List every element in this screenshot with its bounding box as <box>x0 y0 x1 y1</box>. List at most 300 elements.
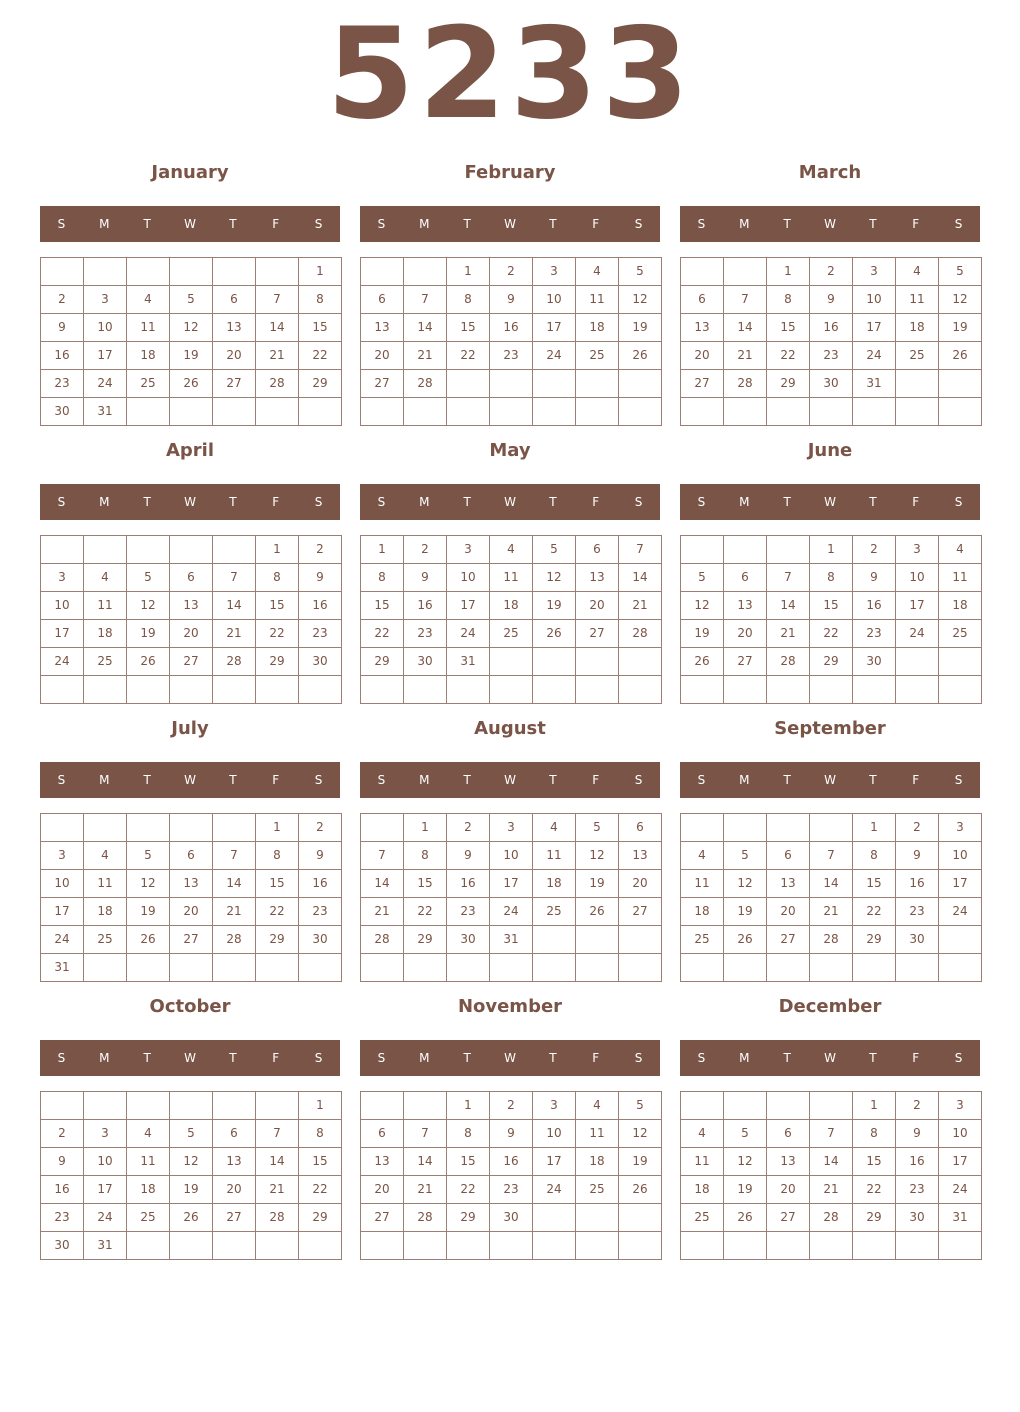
day-cell[interactable]: 2 <box>299 536 342 564</box>
day-cell[interactable]: 11 <box>127 1148 170 1176</box>
day-cell[interactable]: 25 <box>576 1176 619 1204</box>
day-cell[interactable]: 27 <box>767 926 810 954</box>
day-cell[interactable]: 11 <box>576 286 619 314</box>
day-cell[interactable]: 21 <box>767 620 810 648</box>
day-cell[interactable]: 8 <box>853 1120 896 1148</box>
day-cell[interactable]: 5 <box>576 814 619 842</box>
day-cell[interactable]: 25 <box>896 342 939 370</box>
day-cell[interactable]: 5 <box>724 1120 767 1148</box>
day-cell[interactable]: 10 <box>939 842 982 870</box>
day-cell[interactable]: 28 <box>810 926 853 954</box>
day-cell[interactable]: 24 <box>533 342 576 370</box>
day-cell[interactable]: 11 <box>681 1148 724 1176</box>
day-cell[interactable]: 7 <box>256 286 299 314</box>
day-cell[interactable]: 5 <box>127 564 170 592</box>
day-cell[interactable]: 1 <box>810 536 853 564</box>
day-cell[interactable]: 14 <box>404 314 447 342</box>
day-cell[interactable]: 9 <box>490 286 533 314</box>
day-cell[interactable]: 15 <box>299 314 342 342</box>
day-cell[interactable]: 24 <box>853 342 896 370</box>
day-cell[interactable]: 31 <box>41 954 84 982</box>
day-cell[interactable]: 27 <box>170 926 213 954</box>
day-cell[interactable]: 30 <box>896 926 939 954</box>
day-cell[interactable]: 8 <box>361 564 404 592</box>
day-cell[interactable]: 26 <box>939 342 982 370</box>
day-cell[interactable]: 15 <box>299 1148 342 1176</box>
day-cell[interactable]: 9 <box>447 842 490 870</box>
day-cell[interactable]: 27 <box>724 648 767 676</box>
day-cell[interactable]: 10 <box>447 564 490 592</box>
day-cell[interactable]: 6 <box>170 842 213 870</box>
day-cell[interactable]: 2 <box>41 286 84 314</box>
day-cell[interactable]: 30 <box>853 648 896 676</box>
day-cell[interactable]: 27 <box>361 1204 404 1232</box>
day-cell[interactable]: 16 <box>41 1176 84 1204</box>
day-cell[interactable]: 27 <box>213 1204 256 1232</box>
day-cell[interactable]: 31 <box>853 370 896 398</box>
day-cell[interactable]: 12 <box>939 286 982 314</box>
day-cell[interactable]: 15 <box>853 1148 896 1176</box>
day-cell[interactable]: 21 <box>404 342 447 370</box>
day-cell[interactable]: 19 <box>127 898 170 926</box>
day-cell[interactable]: 7 <box>404 286 447 314</box>
day-cell[interactable]: 11 <box>84 592 127 620</box>
day-cell[interactable]: 2 <box>896 814 939 842</box>
day-cell[interactable]: 9 <box>810 286 853 314</box>
day-cell[interactable]: 22 <box>256 898 299 926</box>
day-cell[interactable]: 14 <box>256 1148 299 1176</box>
day-cell[interactable]: 23 <box>853 620 896 648</box>
day-cell[interactable]: 4 <box>127 286 170 314</box>
day-cell[interactable]: 12 <box>681 592 724 620</box>
day-cell[interactable]: 19 <box>724 1176 767 1204</box>
day-cell[interactable]: 29 <box>447 1204 490 1232</box>
day-cell[interactable]: 13 <box>724 592 767 620</box>
day-cell[interactable]: 23 <box>490 342 533 370</box>
day-cell[interactable]: 20 <box>170 620 213 648</box>
day-cell[interactable]: 29 <box>404 926 447 954</box>
day-cell[interactable]: 10 <box>896 564 939 592</box>
day-cell[interactable]: 6 <box>213 1120 256 1148</box>
day-cell[interactable]: 19 <box>170 1176 213 1204</box>
day-cell[interactable]: 12 <box>619 1120 662 1148</box>
day-cell[interactable]: 30 <box>41 398 84 426</box>
day-cell[interactable]: 19 <box>619 1148 662 1176</box>
day-cell[interactable]: 8 <box>767 286 810 314</box>
day-cell[interactable]: 16 <box>41 342 84 370</box>
day-cell[interactable]: 18 <box>681 1176 724 1204</box>
day-cell[interactable]: 18 <box>533 870 576 898</box>
day-cell[interactable]: 20 <box>767 898 810 926</box>
day-cell[interactable]: 17 <box>533 314 576 342</box>
day-cell[interactable]: 11 <box>490 564 533 592</box>
day-cell[interactable]: 15 <box>767 314 810 342</box>
day-cell[interactable]: 2 <box>41 1120 84 1148</box>
day-cell[interactable]: 28 <box>724 370 767 398</box>
day-cell[interactable]: 14 <box>213 870 256 898</box>
day-cell[interactable]: 1 <box>853 1092 896 1120</box>
day-cell[interactable]: 21 <box>619 592 662 620</box>
day-cell[interactable]: 30 <box>447 926 490 954</box>
day-cell[interactable]: 2 <box>447 814 490 842</box>
day-cell[interactable]: 29 <box>361 648 404 676</box>
day-cell[interactable]: 28 <box>256 1204 299 1232</box>
day-cell[interactable]: 26 <box>533 620 576 648</box>
day-cell[interactable]: 20 <box>767 1176 810 1204</box>
day-cell[interactable]: 11 <box>84 870 127 898</box>
day-cell[interactable]: 20 <box>170 898 213 926</box>
day-cell[interactable]: 7 <box>810 842 853 870</box>
day-cell[interactable]: 22 <box>447 342 490 370</box>
day-cell[interactable]: 21 <box>213 620 256 648</box>
day-cell[interactable]: 12 <box>170 314 213 342</box>
day-cell[interactable]: 14 <box>767 592 810 620</box>
day-cell[interactable]: 11 <box>939 564 982 592</box>
day-cell[interactable]: 1 <box>361 536 404 564</box>
day-cell[interactable]: 27 <box>619 898 662 926</box>
day-cell[interactable]: 18 <box>127 342 170 370</box>
day-cell[interactable]: 24 <box>84 1204 127 1232</box>
day-cell[interactable]: 17 <box>853 314 896 342</box>
day-cell[interactable]: 8 <box>256 842 299 870</box>
day-cell[interactable]: 30 <box>299 926 342 954</box>
day-cell[interactable]: 30 <box>896 1204 939 1232</box>
day-cell[interactable]: 9 <box>299 842 342 870</box>
day-cell[interactable]: 6 <box>767 1120 810 1148</box>
day-cell[interactable]: 1 <box>256 536 299 564</box>
day-cell[interactable]: 19 <box>127 620 170 648</box>
day-cell[interactable]: 10 <box>41 870 84 898</box>
day-cell[interactable]: 2 <box>810 258 853 286</box>
day-cell[interactable]: 9 <box>41 314 84 342</box>
day-cell[interactable]: 6 <box>361 286 404 314</box>
day-cell[interactable]: 9 <box>853 564 896 592</box>
day-cell[interactable]: 8 <box>299 1120 342 1148</box>
day-cell[interactable]: 9 <box>490 1120 533 1148</box>
day-cell[interactable]: 31 <box>447 648 490 676</box>
day-cell[interactable]: 31 <box>84 398 127 426</box>
day-cell[interactable]: 23 <box>896 898 939 926</box>
day-cell[interactable]: 4 <box>576 1092 619 1120</box>
day-cell[interactable]: 8 <box>404 842 447 870</box>
day-cell[interactable]: 7 <box>256 1120 299 1148</box>
day-cell[interactable]: 11 <box>576 1120 619 1148</box>
day-cell[interactable]: 7 <box>213 842 256 870</box>
day-cell[interactable]: 26 <box>170 1204 213 1232</box>
day-cell[interactable]: 13 <box>619 842 662 870</box>
day-cell[interactable]: 5 <box>619 1092 662 1120</box>
day-cell[interactable]: 29 <box>256 926 299 954</box>
day-cell[interactable]: 12 <box>127 592 170 620</box>
day-cell[interactable]: 13 <box>361 1148 404 1176</box>
day-cell[interactable]: 22 <box>361 620 404 648</box>
day-cell[interactable]: 1 <box>299 1092 342 1120</box>
day-cell[interactable]: 9 <box>299 564 342 592</box>
day-cell[interactable]: 20 <box>619 870 662 898</box>
day-cell[interactable]: 15 <box>810 592 853 620</box>
day-cell[interactable]: 22 <box>256 620 299 648</box>
day-cell[interactable]: 16 <box>490 1148 533 1176</box>
day-cell[interactable]: 30 <box>810 370 853 398</box>
day-cell[interactable]: 27 <box>361 370 404 398</box>
day-cell[interactable]: 27 <box>170 648 213 676</box>
day-cell[interactable]: 16 <box>810 314 853 342</box>
day-cell[interactable]: 16 <box>447 870 490 898</box>
day-cell[interactable]: 4 <box>533 814 576 842</box>
day-cell[interactable]: 15 <box>256 870 299 898</box>
day-cell[interactable]: 4 <box>576 258 619 286</box>
day-cell[interactable]: 28 <box>619 620 662 648</box>
day-cell[interactable]: 3 <box>84 1120 127 1148</box>
day-cell[interactable]: 23 <box>41 370 84 398</box>
day-cell[interactable]: 5 <box>127 842 170 870</box>
day-cell[interactable]: 10 <box>41 592 84 620</box>
day-cell[interactable]: 17 <box>533 1148 576 1176</box>
day-cell[interactable]: 28 <box>404 1204 447 1232</box>
day-cell[interactable]: 9 <box>41 1148 84 1176</box>
day-cell[interactable]: 2 <box>299 814 342 842</box>
day-cell[interactable]: 19 <box>939 314 982 342</box>
day-cell[interactable]: 23 <box>41 1204 84 1232</box>
day-cell[interactable]: 17 <box>84 1176 127 1204</box>
day-cell[interactable]: 29 <box>853 926 896 954</box>
day-cell[interactable]: 20 <box>576 592 619 620</box>
day-cell[interactable]: 26 <box>681 648 724 676</box>
day-cell[interactable]: 21 <box>810 1176 853 1204</box>
day-cell[interactable]: 22 <box>853 1176 896 1204</box>
day-cell[interactable]: 5 <box>533 536 576 564</box>
day-cell[interactable]: 22 <box>810 620 853 648</box>
day-cell[interactable]: 24 <box>939 1176 982 1204</box>
day-cell[interactable]: 27 <box>213 370 256 398</box>
day-cell[interactable]: 4 <box>84 564 127 592</box>
day-cell[interactable]: 18 <box>576 1148 619 1176</box>
day-cell[interactable]: 4 <box>896 258 939 286</box>
day-cell[interactable]: 4 <box>127 1120 170 1148</box>
day-cell[interactable]: 6 <box>213 286 256 314</box>
day-cell[interactable]: 1 <box>767 258 810 286</box>
day-cell[interactable]: 2 <box>853 536 896 564</box>
day-cell[interactable]: 15 <box>361 592 404 620</box>
day-cell[interactable]: 18 <box>127 1176 170 1204</box>
day-cell[interactable]: 23 <box>810 342 853 370</box>
day-cell[interactable]: 17 <box>939 870 982 898</box>
day-cell[interactable]: 25 <box>576 342 619 370</box>
day-cell[interactable]: 7 <box>619 536 662 564</box>
day-cell[interactable]: 26 <box>576 898 619 926</box>
day-cell[interactable]: 17 <box>490 870 533 898</box>
day-cell[interactable]: 8 <box>810 564 853 592</box>
day-cell[interactable]: 24 <box>533 1176 576 1204</box>
day-cell[interactable]: 29 <box>767 370 810 398</box>
day-cell[interactable]: 20 <box>361 342 404 370</box>
day-cell[interactable]: 14 <box>361 870 404 898</box>
day-cell[interactable]: 18 <box>84 898 127 926</box>
day-cell[interactable]: 21 <box>404 1176 447 1204</box>
day-cell[interactable]: 29 <box>810 648 853 676</box>
day-cell[interactable]: 4 <box>490 536 533 564</box>
day-cell[interactable]: 6 <box>724 564 767 592</box>
day-cell[interactable]: 16 <box>896 870 939 898</box>
day-cell[interactable]: 18 <box>681 898 724 926</box>
day-cell[interactable]: 23 <box>404 620 447 648</box>
day-cell[interactable]: 13 <box>213 1148 256 1176</box>
day-cell[interactable]: 6 <box>681 286 724 314</box>
day-cell[interactable]: 9 <box>896 842 939 870</box>
day-cell[interactable]: 17 <box>84 342 127 370</box>
day-cell[interactable]: 16 <box>853 592 896 620</box>
day-cell[interactable]: 31 <box>490 926 533 954</box>
day-cell[interactable]: 12 <box>724 1148 767 1176</box>
day-cell[interactable]: 26 <box>127 926 170 954</box>
day-cell[interactable]: 17 <box>41 898 84 926</box>
day-cell[interactable]: 3 <box>939 1092 982 1120</box>
day-cell[interactable]: 10 <box>939 1120 982 1148</box>
day-cell[interactable]: 12 <box>170 1148 213 1176</box>
day-cell[interactable]: 3 <box>896 536 939 564</box>
day-cell[interactable]: 18 <box>896 314 939 342</box>
day-cell[interactable]: 9 <box>896 1120 939 1148</box>
day-cell[interactable]: 2 <box>896 1092 939 1120</box>
day-cell[interactable]: 11 <box>896 286 939 314</box>
day-cell[interactable]: 16 <box>490 314 533 342</box>
day-cell[interactable]: 21 <box>256 1176 299 1204</box>
day-cell[interactable]: 5 <box>724 842 767 870</box>
day-cell[interactable]: 3 <box>533 1092 576 1120</box>
day-cell[interactable]: 28 <box>404 370 447 398</box>
day-cell[interactable]: 30 <box>299 648 342 676</box>
day-cell[interactable]: 20 <box>213 342 256 370</box>
day-cell[interactable]: 8 <box>256 564 299 592</box>
day-cell[interactable]: 8 <box>299 286 342 314</box>
day-cell[interactable]: 3 <box>41 842 84 870</box>
day-cell[interactable]: 17 <box>447 592 490 620</box>
day-cell[interactable]: 13 <box>170 870 213 898</box>
day-cell[interactable]: 25 <box>127 1204 170 1232</box>
day-cell[interactable]: 30 <box>490 1204 533 1232</box>
day-cell[interactable]: 13 <box>213 314 256 342</box>
day-cell[interactable]: 13 <box>767 870 810 898</box>
day-cell[interactable]: 19 <box>533 592 576 620</box>
day-cell[interactable]: 6 <box>767 842 810 870</box>
day-cell[interactable]: 26 <box>127 648 170 676</box>
day-cell[interactable]: 21 <box>213 898 256 926</box>
day-cell[interactable]: 3 <box>447 536 490 564</box>
day-cell[interactable]: 5 <box>170 286 213 314</box>
day-cell[interactable]: 22 <box>853 898 896 926</box>
day-cell[interactable]: 19 <box>170 342 213 370</box>
day-cell[interactable]: 3 <box>853 258 896 286</box>
day-cell[interactable]: 4 <box>939 536 982 564</box>
day-cell[interactable]: 23 <box>299 898 342 926</box>
day-cell[interactable]: 28 <box>256 370 299 398</box>
day-cell[interactable]: 22 <box>767 342 810 370</box>
day-cell[interactable]: 23 <box>490 1176 533 1204</box>
day-cell[interactable]: 16 <box>896 1148 939 1176</box>
day-cell[interactable]: 13 <box>681 314 724 342</box>
day-cell[interactable]: 27 <box>767 1204 810 1232</box>
day-cell[interactable]: 16 <box>299 870 342 898</box>
day-cell[interactable]: 11 <box>533 842 576 870</box>
day-cell[interactable]: 15 <box>447 314 490 342</box>
day-cell[interactable]: 2 <box>404 536 447 564</box>
day-cell[interactable]: 6 <box>576 536 619 564</box>
day-cell[interactable]: 10 <box>84 314 127 342</box>
day-cell[interactable]: 1 <box>256 814 299 842</box>
day-cell[interactable]: 28 <box>767 648 810 676</box>
day-cell[interactable]: 20 <box>681 342 724 370</box>
day-cell[interactable]: 18 <box>84 620 127 648</box>
day-cell[interactable]: 24 <box>84 370 127 398</box>
day-cell[interactable]: 15 <box>404 870 447 898</box>
day-cell[interactable]: 10 <box>533 286 576 314</box>
day-cell[interactable]: 17 <box>896 592 939 620</box>
day-cell[interactable]: 4 <box>681 1120 724 1148</box>
day-cell[interactable]: 22 <box>299 1176 342 1204</box>
day-cell[interactable]: 19 <box>576 870 619 898</box>
day-cell[interactable]: 19 <box>724 898 767 926</box>
day-cell[interactable]: 1 <box>404 814 447 842</box>
day-cell[interactable]: 19 <box>619 314 662 342</box>
day-cell[interactable]: 21 <box>361 898 404 926</box>
day-cell[interactable]: 28 <box>213 648 256 676</box>
day-cell[interactable]: 20 <box>724 620 767 648</box>
day-cell[interactable]: 31 <box>84 1232 127 1260</box>
day-cell[interactable]: 3 <box>533 258 576 286</box>
day-cell[interactable]: 3 <box>939 814 982 842</box>
day-cell[interactable]: 10 <box>84 1148 127 1176</box>
day-cell[interactable]: 4 <box>681 842 724 870</box>
day-cell[interactable]: 17 <box>41 620 84 648</box>
day-cell[interactable]: 6 <box>361 1120 404 1148</box>
day-cell[interactable]: 16 <box>299 592 342 620</box>
day-cell[interactable]: 13 <box>576 564 619 592</box>
day-cell[interactable]: 25 <box>681 1204 724 1232</box>
day-cell[interactable]: 14 <box>724 314 767 342</box>
day-cell[interactable]: 18 <box>490 592 533 620</box>
day-cell[interactable]: 14 <box>619 564 662 592</box>
day-cell[interactable]: 28 <box>361 926 404 954</box>
day-cell[interactable]: 19 <box>681 620 724 648</box>
day-cell[interactable]: 21 <box>724 342 767 370</box>
day-cell[interactable]: 10 <box>853 286 896 314</box>
day-cell[interactable]: 17 <box>939 1148 982 1176</box>
day-cell[interactable]: 1 <box>853 814 896 842</box>
day-cell[interactable]: 9 <box>404 564 447 592</box>
day-cell[interactable]: 3 <box>41 564 84 592</box>
day-cell[interactable]: 25 <box>84 648 127 676</box>
day-cell[interactable]: 11 <box>681 870 724 898</box>
day-cell[interactable]: 8 <box>853 842 896 870</box>
day-cell[interactable]: 3 <box>84 286 127 314</box>
day-cell[interactable]: 21 <box>256 342 299 370</box>
day-cell[interactable]: 16 <box>404 592 447 620</box>
day-cell[interactable]: 30 <box>404 648 447 676</box>
day-cell[interactable]: 2 <box>490 1092 533 1120</box>
day-cell[interactable]: 24 <box>939 898 982 926</box>
day-cell[interactable]: 3 <box>490 814 533 842</box>
day-cell[interactable]: 7 <box>213 564 256 592</box>
day-cell[interactable]: 25 <box>939 620 982 648</box>
day-cell[interactable]: 22 <box>404 898 447 926</box>
day-cell[interactable]: 26 <box>170 370 213 398</box>
day-cell[interactable]: 13 <box>767 1148 810 1176</box>
day-cell[interactable]: 18 <box>939 592 982 620</box>
day-cell[interactable]: 8 <box>447 1120 490 1148</box>
day-cell[interactable]: 24 <box>41 648 84 676</box>
day-cell[interactable]: 14 <box>810 1148 853 1176</box>
day-cell[interactable]: 26 <box>619 342 662 370</box>
